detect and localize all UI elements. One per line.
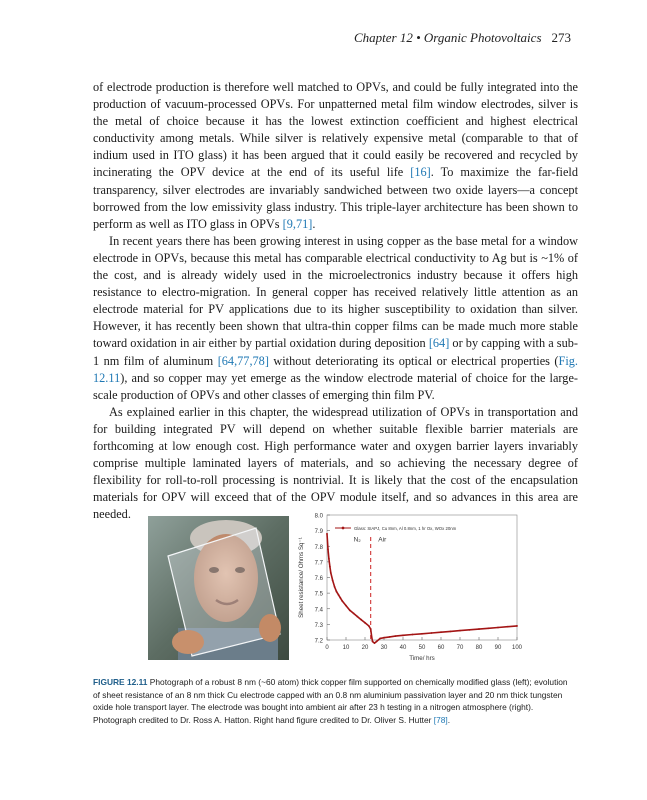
data-point bbox=[360, 619, 362, 621]
page-number: 273 bbox=[551, 30, 571, 45]
paragraph bbox=[93, 233, 578, 404]
caption-label: FIGURE 12.11 bbox=[93, 677, 148, 687]
y-tick-label: 7.7 bbox=[314, 560, 323, 567]
atmosphere-annotation: N₂ bbox=[353, 536, 361, 544]
figure-caption bbox=[93, 676, 576, 726]
copper-film-photo bbox=[148, 516, 289, 660]
data-point bbox=[332, 580, 334, 582]
data-point bbox=[327, 548, 329, 550]
x-tick-label: 80 bbox=[475, 645, 483, 651]
caption-end: . bbox=[447, 714, 451, 725]
data-point bbox=[431, 632, 433, 634]
data-point bbox=[507, 626, 509, 628]
running-header bbox=[354, 30, 571, 46]
data-point bbox=[516, 625, 518, 627]
data-point bbox=[334, 586, 336, 588]
citation-link[interactable]: [64,77,78] bbox=[217, 353, 269, 368]
citation-link[interactable]: Fig. 12.11 bbox=[93, 353, 578, 385]
sheet-resistance-chart bbox=[293, 506, 530, 674]
data-point bbox=[336, 591, 338, 593]
data-point bbox=[338, 594, 340, 596]
y-tick-label: 8.0 bbox=[314, 513, 323, 520]
citation-link[interactable]: [16] bbox=[410, 165, 431, 180]
paragraph-text: ), and so copper may yet emerge as the window electrode material of choice for the large-scale production of OPVs and other classes of emerging thin film PV. bbox=[93, 370, 578, 402]
data-point bbox=[330, 572, 332, 574]
x-tick-label: 30 bbox=[380, 645, 388, 651]
data-point bbox=[421, 633, 423, 635]
data-point bbox=[329, 566, 331, 568]
data-point bbox=[345, 605, 347, 607]
x-tick-label: 40 bbox=[399, 645, 407, 651]
data-point bbox=[326, 533, 328, 535]
data-point bbox=[459, 630, 461, 632]
legend-swatch-marker bbox=[342, 527, 345, 530]
paragraph-text: As explained earlier in this chapter, the widespread utilization of OPVs in transportation and for building integrated PV will depend on whether suitable flexible barrier materials are forthcoming at low enough cost. High performance water and oxygen barrier layers invariably comprise multiple laminated layers of materials, and so achieving the necessary degree of flexibility for roll-to-roll processing is nontrivial. It is likely that the cost of the encapsulation materials for OPV will exceed that of the OPV module itself, and so advances in this area are needed. bbox=[93, 404, 578, 522]
body-text bbox=[93, 79, 578, 523]
paragraph-text: . bbox=[312, 216, 316, 231]
data-point bbox=[353, 613, 355, 615]
data-point bbox=[376, 641, 378, 643]
x-tick-label: 70 bbox=[456, 645, 464, 651]
data-point bbox=[370, 628, 372, 630]
data-point bbox=[371, 636, 373, 638]
data-point bbox=[372, 641, 374, 643]
paragraph-text: . To maximize the far-field transparency, silver electrodes are invariably sandwiched between two oxide layers—a concept borrowed from the low emissivity glass industry. This triple-layer architecture has been shown to perform as well as ITO glass in OPVs bbox=[93, 165, 578, 231]
data-point bbox=[383, 637, 385, 639]
data-point bbox=[402, 634, 404, 636]
caption-citation: [78] bbox=[433, 714, 448, 725]
data-point bbox=[328, 558, 330, 560]
atmosphere-annotation: Air bbox=[378, 536, 387, 544]
y-tick-label: 7.5 bbox=[314, 591, 323, 598]
paragraph-text: of electrode production is therefore well matched to OPVs, and could be fully integrated into the production of vacuum-processed OPVs. For unpatterned metal film window electrodes, silver is the metal of choice because it has the lowest extinction coefficient and highest electrical conductivity among metals. While silver is relatively expensive metal (comparable to that of indium used in ITO glass) it has been argued that it could easily be recovered and recycled by incinerating the OPV device at the end of its useful life bbox=[93, 80, 578, 180]
data-point bbox=[339, 597, 341, 599]
data-point bbox=[497, 627, 499, 629]
paragraph-text: In recent years there has been growing interest in using copper as the base metal for a window electrode in OPVs, because this metal has comparable electrical conductivity to Ag but is ~1% of the cost, and is already widely used in the microelectronics industry because it offers high resistance to electro-migration. In general copper has received relatively little attention as an electrode material for PV applications due to its higher susceptibility to oxidation than silver. However, it has recently been shown that ultra-thin copper films can be made much more stable toward oxidation in air either by partial oxidation during deposition bbox=[93, 233, 578, 351]
data-point bbox=[450, 631, 452, 633]
paragraph bbox=[93, 79, 578, 233]
data-point bbox=[364, 622, 366, 624]
data-point bbox=[469, 629, 471, 631]
chapter-title: Chapter 12 • Organic Photovoltaics bbox=[354, 30, 542, 45]
data-point bbox=[389, 636, 391, 638]
caption-text: Photograph of a robust 8 nm (~60 atom) thick copper film supported on chemically modified glass (left); evolution of sheet resistance of an 8 nm thick Cu electrode capped with an 0.8 nm aluminium passivation layer and 20 nm thick tungsten oxide hole transport layer. The electrode was bought into ambient air after 23 h testing in a nitrogen atmosphere (right). Photograph credited to Dr. Ross A. Hatton. Right hand figure credited to Dr. Oliver S. Hutter bbox=[93, 677, 568, 725]
y-axis-label: Sheet resistance/ Ohms Sq⁻¹ bbox=[298, 537, 305, 618]
citation-link[interactable]: [64] bbox=[428, 336, 450, 351]
x-tick-label: 10 bbox=[342, 645, 350, 651]
data-point bbox=[478, 628, 480, 630]
series-line bbox=[327, 534, 517, 643]
paragraph-text: without deteriorating its optical or electrical properties ( bbox=[268, 353, 559, 368]
data-point bbox=[440, 631, 442, 633]
y-tick-label: 7.6 bbox=[314, 576, 323, 582]
data-point bbox=[368, 625, 370, 627]
data-point bbox=[412, 634, 414, 636]
y-tick-label: 7.3 bbox=[314, 622, 323, 629]
x-tick-label: 0 bbox=[325, 645, 329, 651]
data-point bbox=[349, 609, 351, 611]
x-tick-label: 90 bbox=[494, 645, 502, 651]
legend-label: Glass: SIAPJ, Cu 8nm, Al 0.8nm, 1 hr Ox, WOx 20nm bbox=[354, 526, 457, 531]
paragraph-text: or by capping with a sub-1 nm film of aluminum bbox=[93, 336, 578, 368]
y-tick-label: 7.8 bbox=[314, 544, 323, 551]
data-point bbox=[395, 635, 397, 637]
data-point bbox=[488, 627, 490, 629]
y-tick-label: 7.4 bbox=[314, 607, 323, 614]
y-tick-label: 7.9 bbox=[314, 529, 323, 536]
citation-link[interactable]: [9,71] bbox=[282, 216, 313, 231]
x-tick-label: 20 bbox=[361, 645, 369, 651]
data-point bbox=[379, 638, 381, 640]
data-point bbox=[341, 600, 343, 602]
data-point bbox=[357, 616, 359, 618]
y-tick-label: 7.2 bbox=[314, 638, 323, 645]
x-tick-label: 60 bbox=[437, 645, 445, 651]
plot-frame bbox=[327, 515, 517, 640]
x-tick-label: 50 bbox=[418, 645, 426, 651]
x-tick-label: 100 bbox=[511, 645, 523, 651]
x-axis-label: Time/ hrs bbox=[409, 655, 435, 662]
data-point bbox=[374, 642, 376, 644]
